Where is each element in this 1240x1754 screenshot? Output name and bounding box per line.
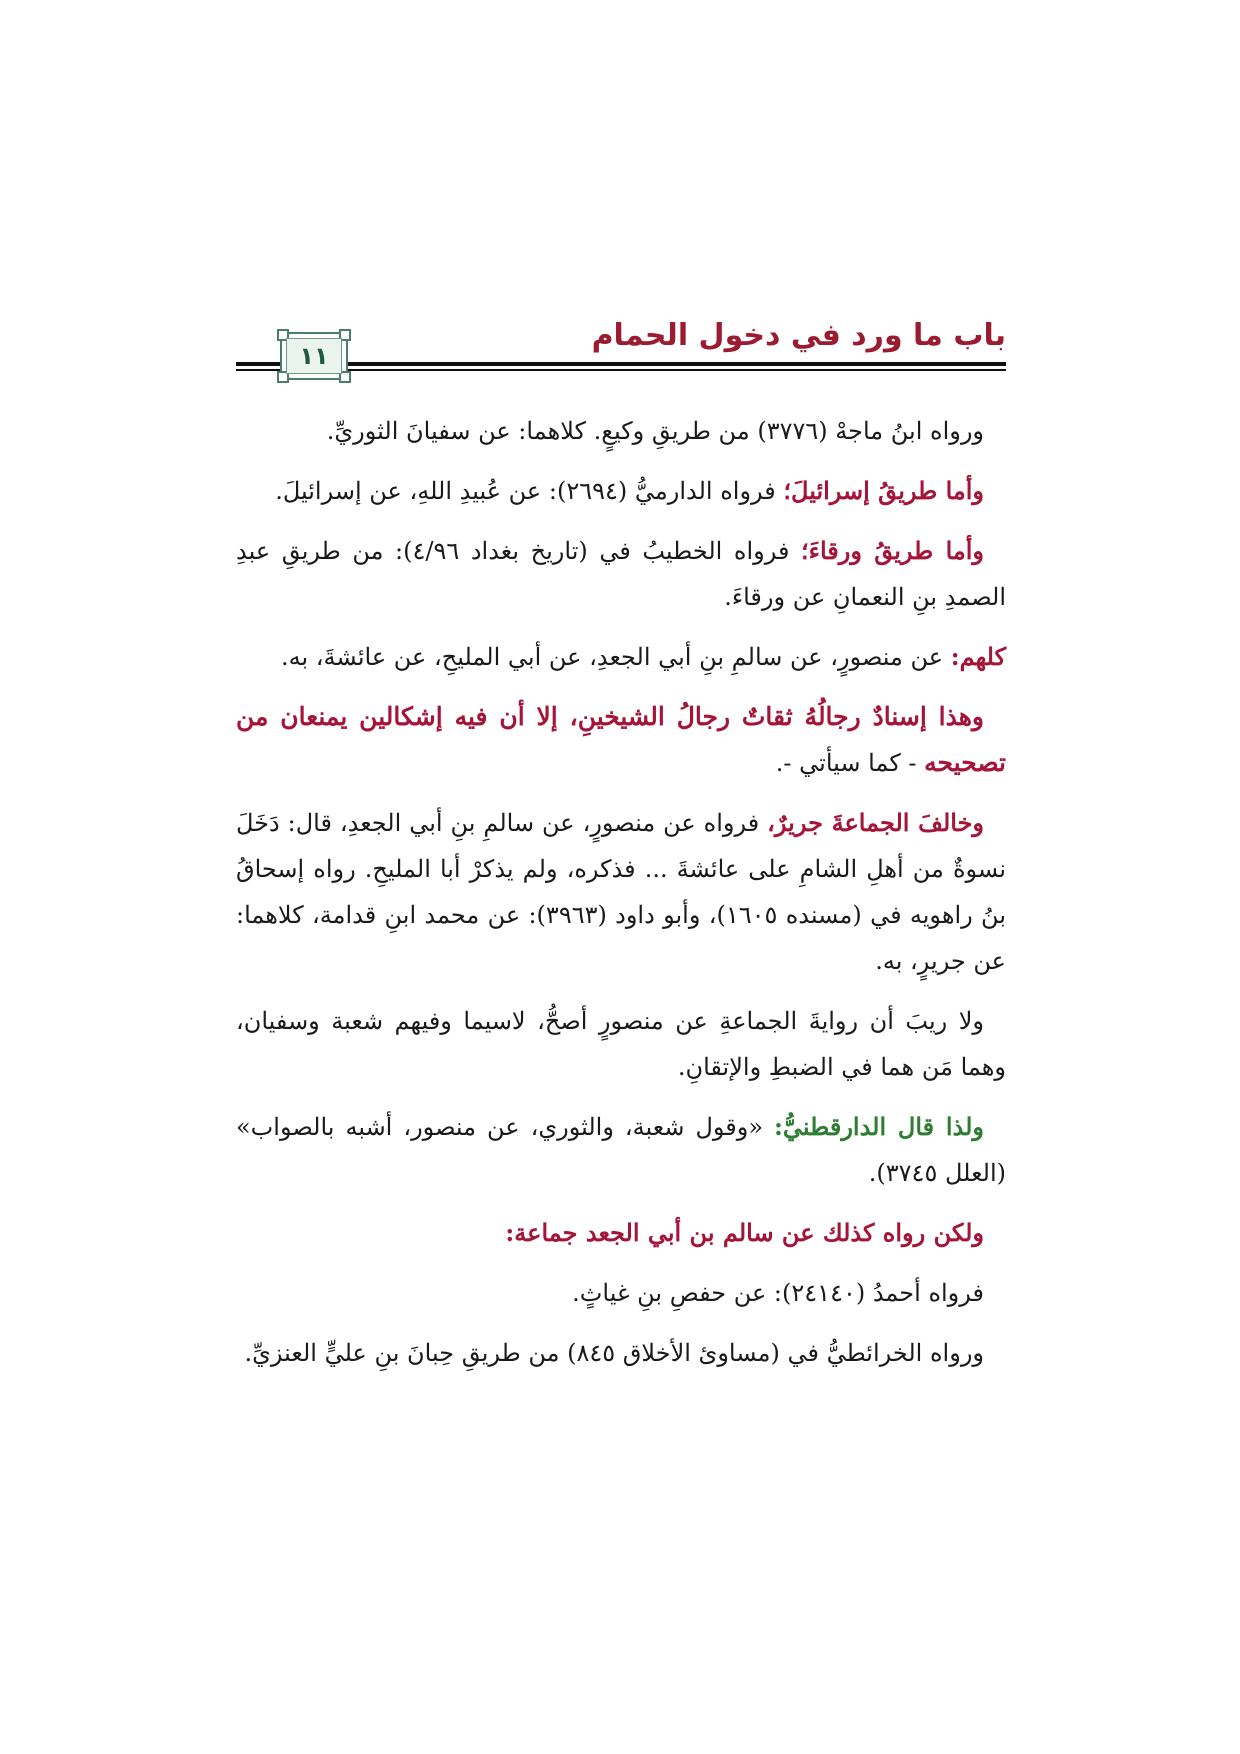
paragraph-lead: كلهم: <box>950 642 1006 671</box>
paragraph <box>236 1210 1006 1256</box>
paragraph <box>236 528 1006 620</box>
paragraph-text: «وقول شعبة، والثوري، عن منصور، أشبه بالصواب» (العلل ٣٧٤٥). <box>236 1113 1006 1187</box>
paragraph-lead: وخالفَ الجماعةَ جريرٌ، <box>767 808 984 837</box>
paragraph-text: فرواه أحمدُ (٢٤١٤٠): عن حفصِ بنِ غياثٍ. <box>572 1279 984 1307</box>
header-rule-thick <box>236 362 1006 366</box>
paragraph-text: ولا ريبَ أن روايةَ الجماعةِ عن منصورٍ أصحُّ، لاسيما وفيهم شعبة وسفيان، وهما مَن هما في الضبطِ والإتقانِ. <box>236 1007 1006 1081</box>
paragraph <box>236 468 1006 514</box>
paragraph-text: ورواه ابنُ ماجهْ (٣٧٧٦) من طريقِ وكيعٍ. كلاهما: عن سفيانَ الثوريِّ. <box>326 417 984 445</box>
page-header <box>236 318 1006 378</box>
paragraph <box>236 1104 1006 1196</box>
page-number-badge <box>280 332 348 380</box>
paragraph-lead: ولذا قال الدارقطنيُّ: <box>774 1112 984 1141</box>
paragraph-lead: ولكن رواه كذلك عن سالم بن أبي الجعد جماعة: <box>505 1218 984 1247</box>
paragraph <box>236 1330 1006 1376</box>
paragraph <box>236 800 1006 984</box>
paragraph-lead: وأما طريقُ إسرائيلَ؛ <box>783 476 984 505</box>
paragraph-text: فرواه الخطيبُ في (تاريخ بغداد ٤/٩٦): من طريقِ عبدِ الصمدِ بنِ النعمانِ عن ورقاءَ. <box>236 537 1006 611</box>
paragraph <box>236 408 1006 454</box>
chapter-title: باب ما ورد في دخول الحمام <box>591 318 1006 353</box>
paragraph-text: عن منصورٍ، عن سالمِ بنِ أبي الجعدِ، عن أبي المليحِ، عن عائشةَ، به. <box>281 643 951 671</box>
paragraph-lead: وأما طريقُ ورقاءَ؛ <box>801 536 984 565</box>
paragraph-text: ورواه الخرائطيُّ في (مساوئ الأخلاق ٨٤٥) من طريقِ حِبانَ بنِ عليٍّ العنزيِّ. <box>244 1339 984 1367</box>
paragraph <box>236 634 1006 680</box>
paragraph <box>236 694 1006 786</box>
header-rule-thin <box>236 369 1006 371</box>
paragraph-lead: وهذا إسنادٌ رجالُهُ ثقاتٌ رجالُ الشيخينِ، إلا أن فيه إشكالين يمنعان من تصحيحه <box>236 702 1006 777</box>
paragraph-text: فرواه الدارميُّ (٢٦٩٤): عن عُبيدِ اللهِ، عن إسرائيلَ. <box>275 477 784 505</box>
paragraph <box>236 1270 1006 1316</box>
paragraph <box>236 998 1006 1090</box>
page-number-frame <box>286 338 342 374</box>
body-text <box>236 408 1006 1390</box>
page-number: ١١ <box>299 342 329 370</box>
paragraph-text: فرواه عن منصورٍ، عن سالمِ بنِ أبي الجعدِ، قال: دَخَلَ نسوةٌ من أهلِ الشامِ على عائشةَ ... فذكره، ولم يذكرْ أبا المليحِ. رواه إسحاقُ بنُ راهويه في (مسنده ١٦٠٥)، وأبو داود (٣٩٦٣): عن محمد ابنِ قدامة، كلاهما: عن جريرٍ، به. <box>236 809 1007 975</box>
paragraph-text: - كما سيأتي -. <box>775 749 925 777</box>
